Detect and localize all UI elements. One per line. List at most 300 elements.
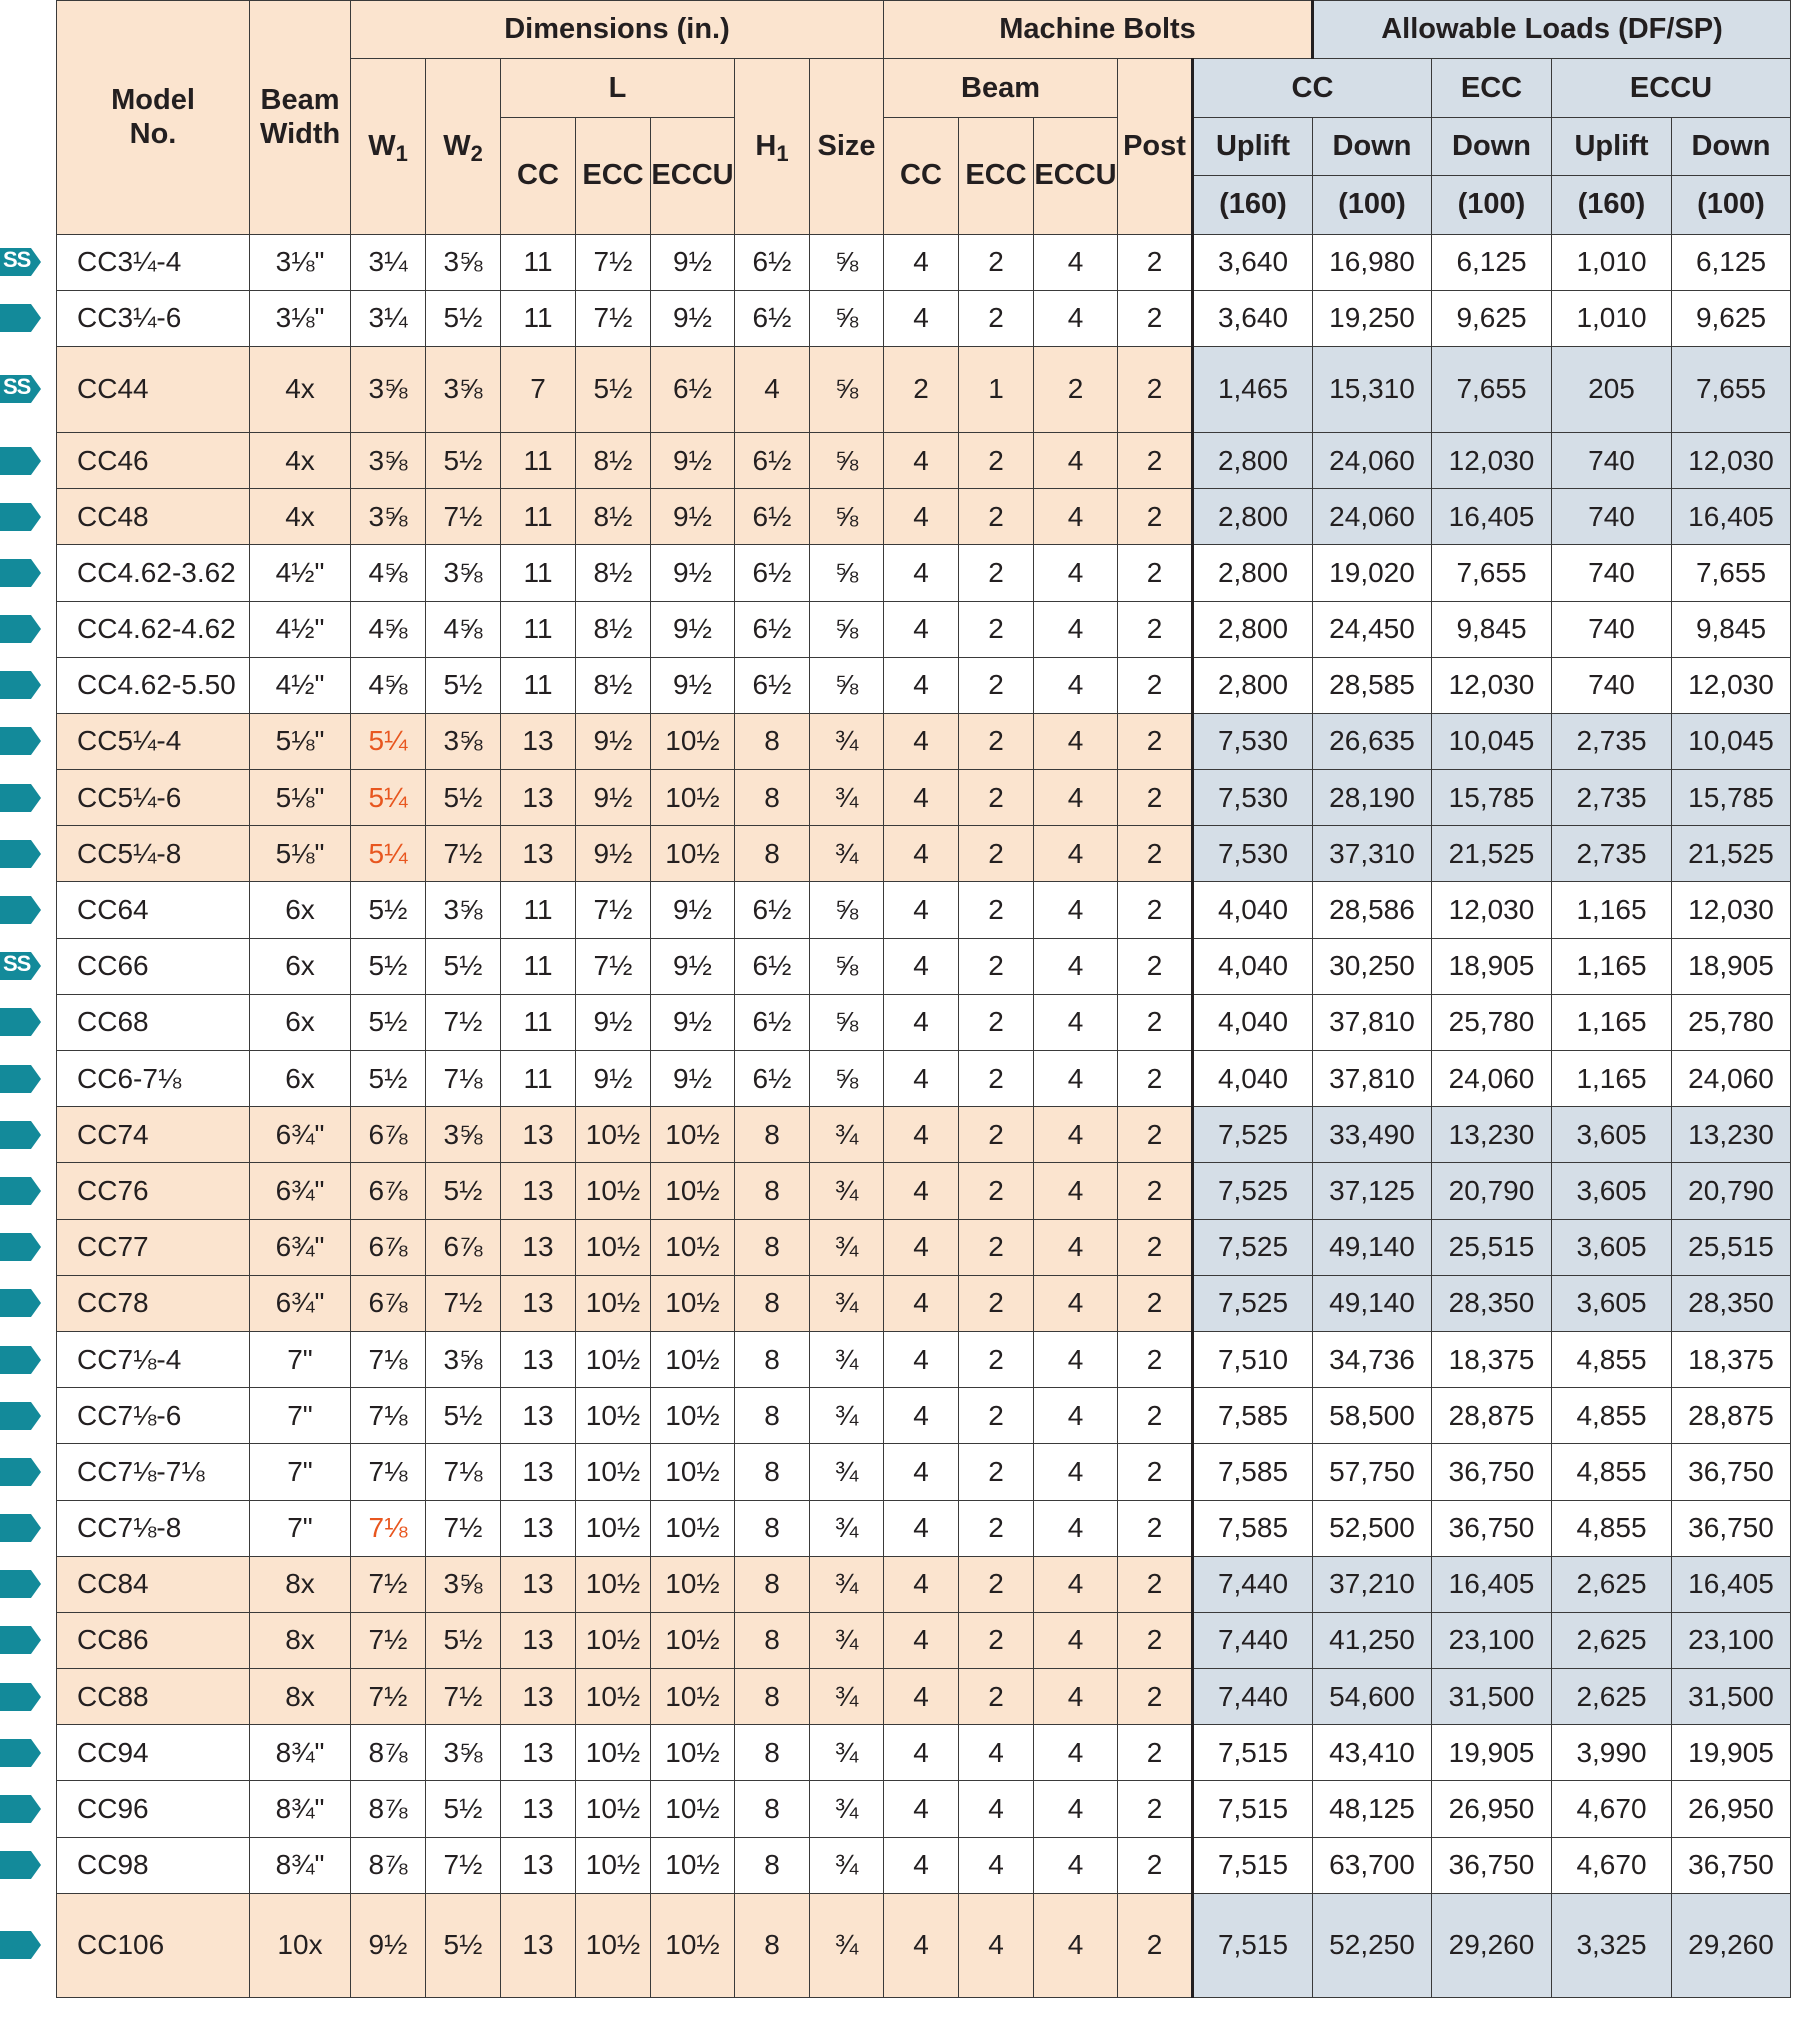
header-ecc-down-factor: (100)	[1432, 176, 1552, 234]
cc-uplift-cell: 7,515	[1193, 1893, 1313, 1997]
ss-badge-icon: SS	[0, 950, 42, 982]
post-bolts-cell: 2	[1118, 234, 1193, 290]
eccu-uplift-cell: 740	[1552, 601, 1672, 657]
l-ecc-cell: 10½	[576, 1669, 651, 1725]
row-marker-column	[0, 0, 44, 2033]
ecc-down-cell: 28,875	[1432, 1388, 1552, 1444]
w1-cell: 5¼	[351, 713, 426, 769]
l-ecc-cell: 7½	[576, 882, 651, 938]
l-ecc-cell: 10½	[576, 1444, 651, 1500]
ecc-down-cell: 31,500	[1432, 1669, 1552, 1725]
bolt-size-cell: ¾	[810, 1444, 884, 1500]
cc-down-cell: 37,810	[1313, 1051, 1432, 1107]
beam-bolts-cc-cell: 4	[884, 770, 959, 826]
header-l-ecc: ECC	[576, 117, 651, 234]
eccu-down-cell: 31,500	[1672, 1669, 1791, 1725]
post-bolts-cell: 2	[1118, 1051, 1193, 1107]
header-eccu-uplift-factor: (160)	[1552, 176, 1672, 234]
arrow-marker-icon	[0, 1006, 42, 1038]
cc-uplift-cell: 3,640	[1193, 234, 1313, 290]
h1-cell: 6½	[735, 882, 810, 938]
header-beam-eccu: ECCU	[1034, 117, 1118, 234]
cc-down-cell: 37,210	[1313, 1556, 1432, 1612]
beam-bolts-ecc-cell: 2	[959, 1669, 1034, 1725]
cc-uplift-cell: 3,640	[1193, 290, 1313, 346]
bolt-size-cell: ⅝	[810, 994, 884, 1050]
beam-width-cell: 7"	[250, 1388, 351, 1444]
post-bolts-cell: 2	[1118, 489, 1193, 545]
model-cell: CC5¼-6	[57, 770, 250, 826]
model-cell: CC4.62-4.62	[57, 601, 250, 657]
beam-bolts-cc-cell: 4	[884, 713, 959, 769]
eccu-uplift-cell: 3,990	[1552, 1725, 1672, 1781]
table-row	[57, 1556, 1791, 1612]
l-ecc-cell: 10½	[576, 1500, 651, 1556]
l-eccu-cell: 10½	[651, 1725, 735, 1781]
ecc-down-cell: 28,350	[1432, 1275, 1552, 1331]
beam-bolts-ecc-cell: 2	[959, 713, 1034, 769]
table-row	[57, 713, 1791, 769]
eccu-down-cell: 15,785	[1672, 770, 1791, 826]
eccu-uplift-cell: 1,010	[1552, 290, 1672, 346]
w2-cell: 7½	[426, 994, 501, 1050]
l-ecc-cell: 8½	[576, 432, 651, 488]
post-bolts-cell: 2	[1118, 601, 1193, 657]
eccu-uplift-cell: 3,605	[1552, 1275, 1672, 1331]
arrow-marker-icon	[0, 1175, 42, 1207]
model-cell: CC86	[57, 1612, 250, 1668]
model-cell: CC68	[57, 994, 250, 1050]
model-cell: CC7⅛-7⅛	[57, 1444, 250, 1500]
l-eccu-cell: 9½	[651, 234, 735, 290]
model-cell: CC96	[57, 1781, 250, 1837]
l-cc-cell: 13	[501, 1556, 576, 1612]
ecc-down-cell: 10,045	[1432, 713, 1552, 769]
ecc-down-cell: 18,905	[1432, 938, 1552, 994]
table-row	[57, 1725, 1791, 1781]
post-bolts-cell: 2	[1118, 770, 1193, 826]
ecc-down-cell: 13,230	[1432, 1107, 1552, 1163]
model-cell: CC94	[57, 1725, 250, 1781]
beam-bolts-ecc-cell: 2	[959, 938, 1034, 994]
eccu-uplift-cell: 740	[1552, 545, 1672, 601]
w1-cell: 4⅝	[351, 545, 426, 601]
beam-bolts-eccu-cell: 4	[1034, 657, 1118, 713]
table-row	[57, 1781, 1791, 1837]
h1-cell: 8	[735, 1107, 810, 1163]
w2-cell: 6⅞	[426, 1219, 501, 1275]
eccu-uplift-cell: 1,165	[1552, 882, 1672, 938]
w1-cell: 3⅝	[351, 346, 426, 432]
l-ecc-cell: 10½	[576, 1219, 651, 1275]
beam-bolts-eccu-cell: 4	[1034, 1051, 1118, 1107]
beam-bolts-ecc-cell: 2	[959, 1388, 1034, 1444]
w2-cell: 3⅝	[426, 346, 501, 432]
cc-down-cell: 52,250	[1313, 1893, 1432, 1997]
ecc-down-cell: 16,405	[1432, 489, 1552, 545]
cc-down-cell: 28,585	[1313, 657, 1432, 713]
cc-down-cell: 24,060	[1313, 489, 1432, 545]
beam-bolts-eccu-cell: 4	[1034, 1669, 1118, 1725]
arrow-marker-icon	[0, 1456, 42, 1488]
bolt-size-cell: ⅝	[810, 432, 884, 488]
eccu-down-cell: 18,375	[1672, 1331, 1791, 1387]
w1-cell: 7⅛	[351, 1331, 426, 1387]
beam-bolts-cc-cell: 4	[884, 1893, 959, 1997]
eccu-uplift-cell: 3,605	[1552, 1107, 1672, 1163]
w1-cell: 3⅝	[351, 489, 426, 545]
cc-down-cell: 24,060	[1313, 432, 1432, 488]
beam-width-cell: 8¾"	[250, 1781, 351, 1837]
h1-cell: 8	[735, 1163, 810, 1219]
eccu-down-cell: 16,405	[1672, 1556, 1791, 1612]
l-cc-cell: 13	[501, 1331, 576, 1387]
l-cc-cell: 11	[501, 994, 576, 1050]
beam-width-cell: 3⅛"	[250, 290, 351, 346]
beam-bolts-cc-cell: 4	[884, 545, 959, 601]
post-bolts-cell: 2	[1118, 1556, 1193, 1612]
w2-cell: 5½	[426, 1388, 501, 1444]
table-row	[57, 1219, 1791, 1275]
model-cell: CC106	[57, 1893, 250, 1997]
table-row	[57, 545, 1791, 601]
table-row	[57, 1107, 1791, 1163]
bolt-size-cell: ⅝	[810, 346, 884, 432]
bolt-size-cell: ¾	[810, 1107, 884, 1163]
model-cell: CC7⅛-6	[57, 1388, 250, 1444]
header-model-no: Model No.	[57, 1, 250, 235]
arrow-marker-icon	[0, 1287, 42, 1319]
w2-cell: 7⅛	[426, 1051, 501, 1107]
l-cc-cell: 13	[501, 1893, 576, 1997]
beam-width-cell: 8x	[250, 1556, 351, 1612]
w2-cell: 7½	[426, 1669, 501, 1725]
model-cell: CC7⅛-8	[57, 1500, 250, 1556]
eccu-down-cell: 23,100	[1672, 1612, 1791, 1668]
table-row	[57, 1444, 1791, 1500]
bolt-size-cell: ¾	[810, 1669, 884, 1725]
l-cc-cell: 11	[501, 545, 576, 601]
eccu-uplift-cell: 3,605	[1552, 1163, 1672, 1219]
beam-bolts-eccu-cell: 4	[1034, 1275, 1118, 1331]
l-cc-cell: 7	[501, 346, 576, 432]
l-eccu-cell: 9½	[651, 432, 735, 488]
header-eccu-down-factor: (100)	[1672, 176, 1791, 234]
beam-bolts-cc-cell: 4	[884, 1331, 959, 1387]
table-row	[57, 938, 1791, 994]
cc-uplift-cell: 7,585	[1193, 1500, 1313, 1556]
table-row	[57, 994, 1791, 1050]
l-cc-cell: 13	[501, 770, 576, 826]
w1-cell: 6⅞	[351, 1107, 426, 1163]
bolt-size-cell: ¾	[810, 713, 884, 769]
model-cell: CC88	[57, 1669, 250, 1725]
beam-width-cell: 7"	[250, 1500, 351, 1556]
ecc-down-cell: 16,405	[1432, 1556, 1552, 1612]
beam-width-cell: 8¾"	[250, 1837, 351, 1893]
eccu-down-cell: 25,780	[1672, 994, 1791, 1050]
cc-uplift-cell: 7,530	[1193, 826, 1313, 882]
beam-bolts-cc-cell: 4	[884, 938, 959, 994]
eccu-down-cell: 9,845	[1672, 601, 1791, 657]
cc-uplift-cell: 2,800	[1193, 545, 1313, 601]
bolt-size-cell: ¾	[810, 770, 884, 826]
ecc-down-cell: 15,785	[1432, 770, 1552, 826]
l-ecc-cell: 10½	[576, 1331, 651, 1387]
w2-cell: 3⅝	[426, 1331, 501, 1387]
cc-down-cell: 30,250	[1313, 938, 1432, 994]
beam-bolts-eccu-cell: 4	[1034, 713, 1118, 769]
beam-bolts-cc-cell: 4	[884, 882, 959, 938]
bolt-size-cell: ⅝	[810, 601, 884, 657]
ecc-down-cell: 18,375	[1432, 1331, 1552, 1387]
beam-bolts-cc-cell: 4	[884, 489, 959, 545]
beam-bolts-eccu-cell: 4	[1034, 1893, 1118, 1997]
l-eccu-cell: 9½	[651, 938, 735, 994]
table-row	[57, 882, 1791, 938]
l-eccu-cell: 10½	[651, 1781, 735, 1837]
eccu-down-cell: 24,060	[1672, 1051, 1791, 1107]
l-eccu-cell: 10½	[651, 770, 735, 826]
cc-down-cell: 58,500	[1313, 1388, 1432, 1444]
cc-down-cell: 33,490	[1313, 1107, 1432, 1163]
table-row	[57, 432, 1791, 488]
arrow-marker-icon	[0, 1119, 42, 1151]
beam-bolts-ecc-cell: 2	[959, 489, 1034, 545]
beam-bolts-cc-cell: 4	[884, 1163, 959, 1219]
eccu-uplift-cell: 740	[1552, 489, 1672, 545]
l-eccu-cell: 10½	[651, 1556, 735, 1612]
arrow-marker-icon	[0, 669, 42, 701]
beam-bolts-ecc-cell: 2	[959, 1612, 1034, 1668]
post-bolts-cell: 2	[1118, 290, 1193, 346]
header-cc-down: Down	[1313, 117, 1432, 175]
model-cell: CC78	[57, 1275, 250, 1331]
beam-bolts-ecc-cell: 2	[959, 234, 1034, 290]
l-cc-cell: 13	[501, 1444, 576, 1500]
w1-cell: 7½	[351, 1669, 426, 1725]
bolt-size-cell: ¾	[810, 1275, 884, 1331]
post-bolts-cell: 2	[1118, 1725, 1193, 1781]
bolt-size-cell: ¾	[810, 1837, 884, 1893]
w2-cell: 3⅝	[426, 1556, 501, 1612]
w1-cell: 5¼	[351, 826, 426, 882]
model-cell: CC4.62-3.62	[57, 545, 250, 601]
table-row	[57, 489, 1791, 545]
beam-bolts-ecc-cell: 2	[959, 994, 1034, 1050]
l-ecc-cell: 10½	[576, 1107, 651, 1163]
header-al-ecc: ECC	[1432, 59, 1552, 117]
cc-uplift-cell: 7,525	[1193, 1219, 1313, 1275]
beam-bolts-eccu-cell: 4	[1034, 1219, 1118, 1275]
h1-cell: 8	[735, 826, 810, 882]
beam-width-cell: 5⅛"	[250, 826, 351, 882]
bolt-size-cell: ¾	[810, 1388, 884, 1444]
h1-cell: 8	[735, 1556, 810, 1612]
eccu-down-cell: 28,875	[1672, 1388, 1791, 1444]
beam-bolts-eccu-cell: 4	[1034, 545, 1118, 601]
beam-bolts-eccu-cell: 4	[1034, 1725, 1118, 1781]
beam-bolts-cc-cell: 4	[884, 1051, 959, 1107]
l-eccu-cell: 9½	[651, 601, 735, 657]
w1-cell: 5½	[351, 994, 426, 1050]
eccu-uplift-cell: 2,735	[1552, 826, 1672, 882]
beam-bolts-eccu-cell: 4	[1034, 1107, 1118, 1163]
w1-cell: 7⅛	[351, 1444, 426, 1500]
l-ecc-cell: 9½	[576, 770, 651, 826]
w1-cell: 4⅝	[351, 601, 426, 657]
eccu-down-cell: 9,625	[1672, 290, 1791, 346]
beam-bolts-ecc-cell: 2	[959, 1331, 1034, 1387]
l-eccu-cell: 9½	[651, 882, 735, 938]
ecc-down-cell: 19,905	[1432, 1725, 1552, 1781]
beam-bolts-ecc-cell: 2	[959, 882, 1034, 938]
header-beam: Beam	[884, 59, 1118, 117]
w2-cell: 5½	[426, 938, 501, 994]
beam-bolts-cc-cell: 4	[884, 826, 959, 882]
beam-width-cell: 8x	[250, 1669, 351, 1725]
header-l: L	[501, 59, 735, 117]
w2-cell: 5½	[426, 657, 501, 713]
beam-bolts-ecc-cell: 2	[959, 432, 1034, 488]
l-ecc-cell: 8½	[576, 657, 651, 713]
bolt-size-cell: ⅝	[810, 234, 884, 290]
beam-bolts-ecc-cell: 4	[959, 1781, 1034, 1837]
table-header	[57, 1, 1791, 235]
ecc-down-cell: 29,260	[1432, 1893, 1552, 1997]
beam-bolts-ecc-cell: 1	[959, 346, 1034, 432]
l-ecc-cell: 10½	[576, 1388, 651, 1444]
l-cc-cell: 13	[501, 1669, 576, 1725]
beam-width-cell: 4½"	[250, 545, 351, 601]
l-eccu-cell: 10½	[651, 1388, 735, 1444]
ecc-down-cell: 9,845	[1432, 601, 1552, 657]
w1-cell: 5½	[351, 882, 426, 938]
beam-bolts-eccu-cell: 4	[1034, 826, 1118, 882]
beam-bolts-ecc-cell: 2	[959, 657, 1034, 713]
post-bolts-cell: 2	[1118, 1612, 1193, 1668]
h1-cell: 6½	[735, 234, 810, 290]
model-cell: CC44	[57, 346, 250, 432]
beam-bolts-eccu-cell: 4	[1034, 1163, 1118, 1219]
h1-cell: 6½	[735, 545, 810, 601]
beam-bolts-cc-cell: 4	[884, 1669, 959, 1725]
post-bolts-cell: 2	[1118, 1893, 1193, 1997]
ecc-down-cell: 9,625	[1432, 290, 1552, 346]
ecc-down-cell: 24,060	[1432, 1051, 1552, 1107]
cc-down-cell: 43,410	[1313, 1725, 1432, 1781]
header-cc-uplift-factor: (160)	[1193, 176, 1313, 234]
beam-bolts-ecc-cell: 2	[959, 1275, 1034, 1331]
beam-bolts-cc-cell: 4	[884, 1556, 959, 1612]
w1-cell: 6⅞	[351, 1219, 426, 1275]
cc-uplift-cell: 2,800	[1193, 489, 1313, 545]
l-ecc-cell: 9½	[576, 826, 651, 882]
eccu-down-cell: 19,905	[1672, 1725, 1791, 1781]
arrow-marker-icon	[0, 1344, 42, 1376]
cc-uplift-cell: 7,515	[1193, 1781, 1313, 1837]
beam-bolts-ecc-cell: 2	[959, 1219, 1034, 1275]
beam-bolts-ecc-cell: 4	[959, 1893, 1034, 1997]
beam-bolts-ecc-cell: 2	[959, 1051, 1034, 1107]
beam-bolts-eccu-cell: 4	[1034, 1444, 1118, 1500]
beam-bolts-eccu-cell: 4	[1034, 234, 1118, 290]
beam-bolts-ecc-cell: 2	[959, 770, 1034, 826]
l-eccu-cell: 10½	[651, 1163, 735, 1219]
model-cell: CC66	[57, 938, 250, 994]
h1-cell: 8	[735, 1219, 810, 1275]
w1-cell: 8⅞	[351, 1837, 426, 1893]
model-cell: CC7⅛-4	[57, 1331, 250, 1387]
l-eccu-cell: 10½	[651, 1107, 735, 1163]
bolt-size-cell: ⅝	[810, 882, 884, 938]
model-cell: CC3¼-6	[57, 290, 250, 346]
beam-bolts-eccu-cell: 4	[1034, 1781, 1118, 1837]
post-bolts-cell: 2	[1118, 938, 1193, 994]
l-cc-cell: 11	[501, 432, 576, 488]
w2-cell: 5½	[426, 1612, 501, 1668]
post-bolts-cell: 2	[1118, 1163, 1193, 1219]
cc-down-cell: 52,500	[1313, 1500, 1432, 1556]
cc-down-cell: 19,020	[1313, 545, 1432, 601]
l-cc-cell: 11	[501, 234, 576, 290]
cc-down-cell: 37,810	[1313, 994, 1432, 1050]
w1-cell: 6⅞	[351, 1163, 426, 1219]
ecc-down-cell: 36,750	[1432, 1444, 1552, 1500]
cc-uplift-cell: 7,440	[1193, 1556, 1313, 1612]
cc-down-cell: 28,190	[1313, 770, 1432, 826]
bolt-size-cell: ¾	[810, 1781, 884, 1837]
arrow-marker-icon	[0, 782, 42, 814]
h1-cell: 8	[735, 1612, 810, 1668]
eccu-uplift-cell: 2,735	[1552, 713, 1672, 769]
eccu-down-cell: 12,030	[1672, 432, 1791, 488]
bolt-size-cell: ¾	[810, 1612, 884, 1668]
cc-down-cell: 57,750	[1313, 1444, 1432, 1500]
l-eccu-cell: 10½	[651, 1331, 735, 1387]
post-bolts-cell: 2	[1118, 1444, 1193, 1500]
header-allowable-loads: Allowable Loads (DF/SP)	[1313, 1, 1791, 59]
l-ecc-cell: 9½	[576, 713, 651, 769]
model-cell: CC6-7⅛	[57, 1051, 250, 1107]
cc-down-cell: 41,250	[1313, 1612, 1432, 1668]
beam-bolts-ecc-cell: 2	[959, 601, 1034, 657]
arrow-marker-icon	[0, 445, 42, 477]
bolt-size-cell: ⅝	[810, 1051, 884, 1107]
beam-width-cell: 4x	[250, 432, 351, 488]
eccu-uplift-cell: 1,165	[1552, 994, 1672, 1050]
beam-bolts-eccu-cell: 4	[1034, 489, 1118, 545]
cc-uplift-cell: 4,040	[1193, 994, 1313, 1050]
eccu-down-cell: 20,790	[1672, 1163, 1791, 1219]
h1-cell: 8	[735, 1500, 810, 1556]
header-cc-uplift: Uplift	[1193, 117, 1313, 175]
h1-cell: 8	[735, 1388, 810, 1444]
beam-bolts-eccu-cell: 4	[1034, 601, 1118, 657]
h1-cell: 6½	[735, 432, 810, 488]
w2-cell: 7½	[426, 1837, 501, 1893]
arrow-marker-icon	[0, 1737, 42, 1769]
h1-cell: 6½	[735, 1051, 810, 1107]
w2-cell: 3⅝	[426, 713, 501, 769]
cc-uplift-cell: 7,440	[1193, 1669, 1313, 1725]
w1-cell: 7½	[351, 1612, 426, 1668]
h1-cell: 6½	[735, 290, 810, 346]
cc-down-cell: 15,310	[1313, 346, 1432, 432]
w1-cell: 3¼	[351, 234, 426, 290]
l-cc-cell: 11	[501, 882, 576, 938]
beam-width-cell: 6¾"	[250, 1219, 351, 1275]
